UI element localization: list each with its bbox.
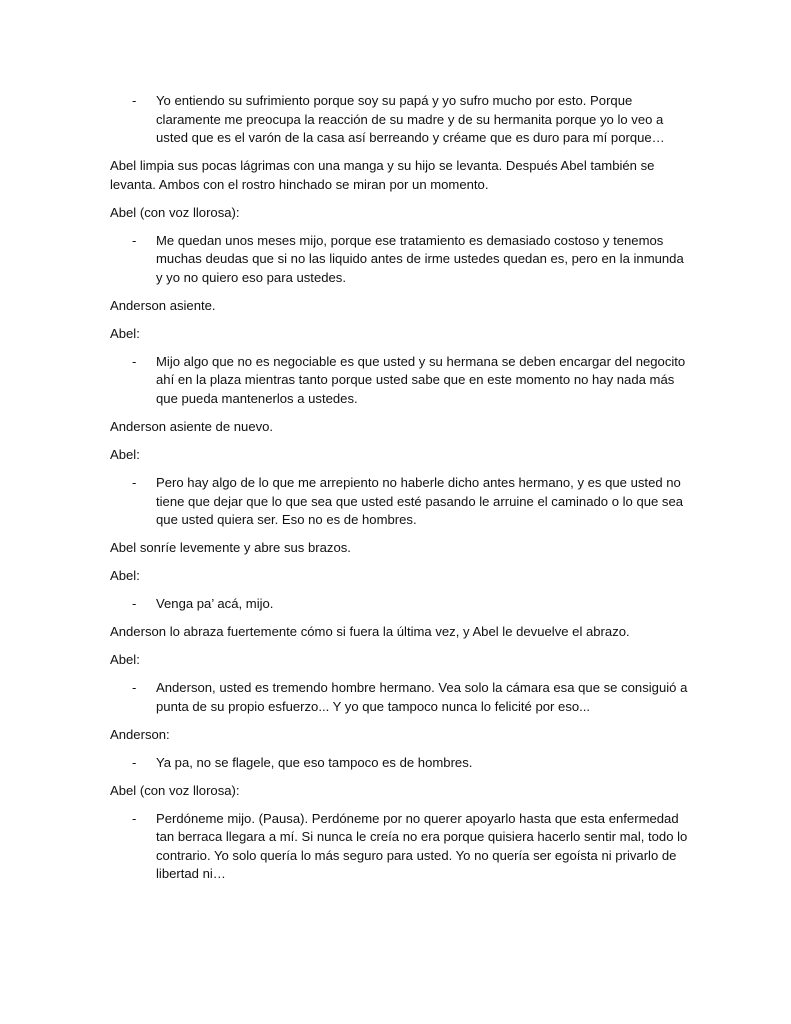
action-line: Anderson asiente. bbox=[110, 297, 216, 313]
dialogue-line bbox=[110, 92, 690, 148]
dialogue-line bbox=[110, 595, 690, 614]
dialogue-text: Venga pa’ acá, mijo. bbox=[156, 596, 274, 612]
speaker-label: Abel: bbox=[110, 325, 140, 341]
dialogue-line bbox=[110, 679, 690, 716]
action-line: Abel limpia sus pocas lágrimas con una manga y su hijo se levanta. Después Abel también se levanta. Ambos con el rostro hinchado se miran por un momento. bbox=[110, 158, 655, 192]
dialogue-text: Pero hay algo de lo que me arrepiento no haberle dicho antes hermano, y es que usted no tiene que dejar que lo que sea que usted esté pasando le arruine el caminado o lo que sea que usted quiera ser. Eso no es de hombres. bbox=[156, 475, 684, 528]
dialogue-text: Ya pa, no se flagele, que eso tampoco es de hombres. bbox=[156, 754, 473, 770]
speaker-label: Anderson: bbox=[110, 726, 170, 742]
dialogue-dash: - bbox=[132, 93, 137, 108]
dialogue-text: Mijo algo que no es negociable es que usted y su hermana se deben encargar del negocito ahí en la plaza mientras tanto porque usted sabe que en este momento no hay nada más que pueda mantenerlos a ustedes. bbox=[156, 353, 686, 407]
speaker-label: Abel: bbox=[110, 447, 140, 463]
action-line: Anderson asiente de nuevo. bbox=[110, 419, 274, 435]
script-body bbox=[110, 92, 690, 893]
dialogue-dash: - bbox=[132, 596, 137, 612]
dialogue-line bbox=[110, 810, 690, 884]
dialogue-line bbox=[110, 474, 690, 530]
dialogue-line bbox=[110, 353, 690, 409]
speaker-label: Abel (con voz llorosa): bbox=[110, 782, 240, 798]
action-line: Anderson lo abraza fuertemente cómo si fuera la última vez, y Abel le devuelve el abrazo. bbox=[110, 624, 630, 640]
dialogue-dash: - bbox=[132, 353, 137, 369]
speaker-label: Abel (con voz llorosa): bbox=[110, 204, 240, 220]
dialogue-dash: - bbox=[132, 754, 137, 770]
dialogue-line bbox=[110, 754, 690, 773]
dialogue-dash: - bbox=[132, 475, 137, 491]
dialogue-line bbox=[110, 232, 690, 288]
speaker-label: Abel: bbox=[110, 652, 140, 668]
dialogue-dash: - bbox=[132, 680, 137, 696]
dialogue-dash: - bbox=[132, 232, 137, 248]
dialogue-text: Yo entiendo su sufrimiento porque soy su papá y yo sufro mucho por esto. Porque claramente me preocupa la reacción de su madre y de su hermanita porque yo lo veo a usted que es el varón de la casa así berreando y créame que es duro para mí porque… bbox=[156, 93, 665, 146]
speaker-label: Abel: bbox=[110, 568, 140, 584]
dialogue-text: Perdóneme mijo. (Pausa). Perdóneme por no querer apoyarlo hasta que esta enfermedad tan berraca llegara a mí. Si nunca le creía no era porque quisiera hacerlo sentir mal, todo lo contrario. Yo solo quería lo más seguro para usted. Yo no quería ser egoísta ni privarlo de libertad ni… bbox=[156, 810, 688, 882]
dialogue-text: Anderson, usted es tremendo hombre hermano. Vea solo la cámara esa que se consiguió a punta de su propio esfuerzo... Y yo que tampoco nunca lo felicité por eso... bbox=[156, 680, 688, 714]
dialogue-text: Me quedan unos meses mijo, porque ese tratamiento es demasiado costoso y tenemos muchas deudas que si no las liquido antes de irme ustedes quedan es, pero en la inmunda y yo no quiero eso para ustedes. bbox=[156, 232, 684, 285]
action-line: Abel sonríe levemente y abre sus brazos. bbox=[110, 540, 351, 556]
dialogue-dash: - bbox=[132, 810, 137, 826]
